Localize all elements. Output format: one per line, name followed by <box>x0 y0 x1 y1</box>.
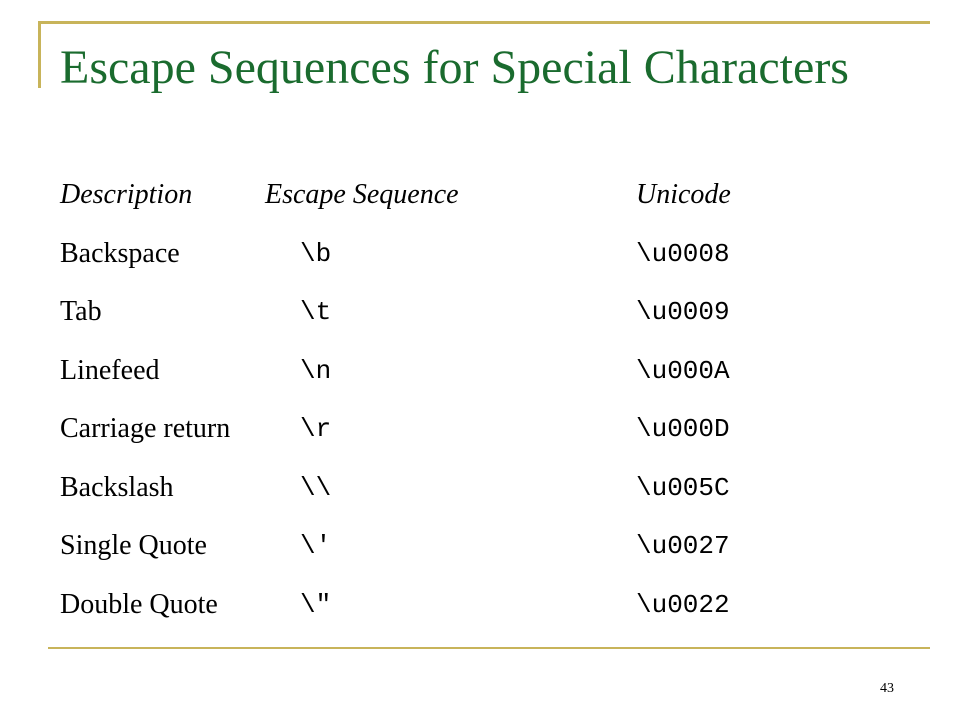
table-row <box>60 404 820 463</box>
row-description: Linefeed <box>60 354 160 386</box>
row-escape-sequence: \r <box>300 414 332 444</box>
table-row <box>60 463 820 522</box>
row-escape-sequence: \' <box>300 531 332 561</box>
row-unicode: \u005C <box>636 472 730 503</box>
table-row <box>60 229 820 288</box>
table-row <box>60 346 820 405</box>
escape-sequence-table <box>60 170 820 638</box>
row-escape-sequence: \" <box>300 589 332 620</box>
row-unicode: \u000D <box>636 414 730 444</box>
row-escape-sequence: \\ <box>300 472 332 503</box>
row-unicode: \u000A <box>636 355 730 386</box>
header-description: Description <box>60 179 193 210</box>
table-row <box>60 580 820 639</box>
top-rule <box>38 21 930 24</box>
row-unicode: \u0027 <box>636 531 730 561</box>
table-row <box>60 521 820 580</box>
row-escape-sequence: \t <box>300 297 332 327</box>
header-unicode: Unicode <box>636 179 731 210</box>
table-row <box>60 287 820 346</box>
row-unicode: \u0022 <box>636 589 730 620</box>
row-unicode: \u0009 <box>636 297 730 327</box>
row-escape-sequence: \b <box>300 238 332 269</box>
row-description: Backslash <box>60 471 174 503</box>
row-description: Backspace <box>60 237 180 269</box>
row-escape-sequence: \n <box>300 355 332 386</box>
page-number: 43 <box>880 681 894 696</box>
slide-title: Escape Sequences for Special Characters <box>60 41 849 94</box>
row-description: Double Quote <box>60 588 218 620</box>
header-escape-sequence: Escape Sequence <box>265 179 459 210</box>
left-rule <box>38 21 41 88</box>
row-description: Tab <box>60 296 102 327</box>
row-unicode: \u0008 <box>636 238 730 269</box>
row-description: Carriage return <box>60 413 231 444</box>
bottom-rule <box>48 647 930 649</box>
row-description: Single Quote <box>60 530 207 561</box>
table-header-row <box>60 170 820 229</box>
